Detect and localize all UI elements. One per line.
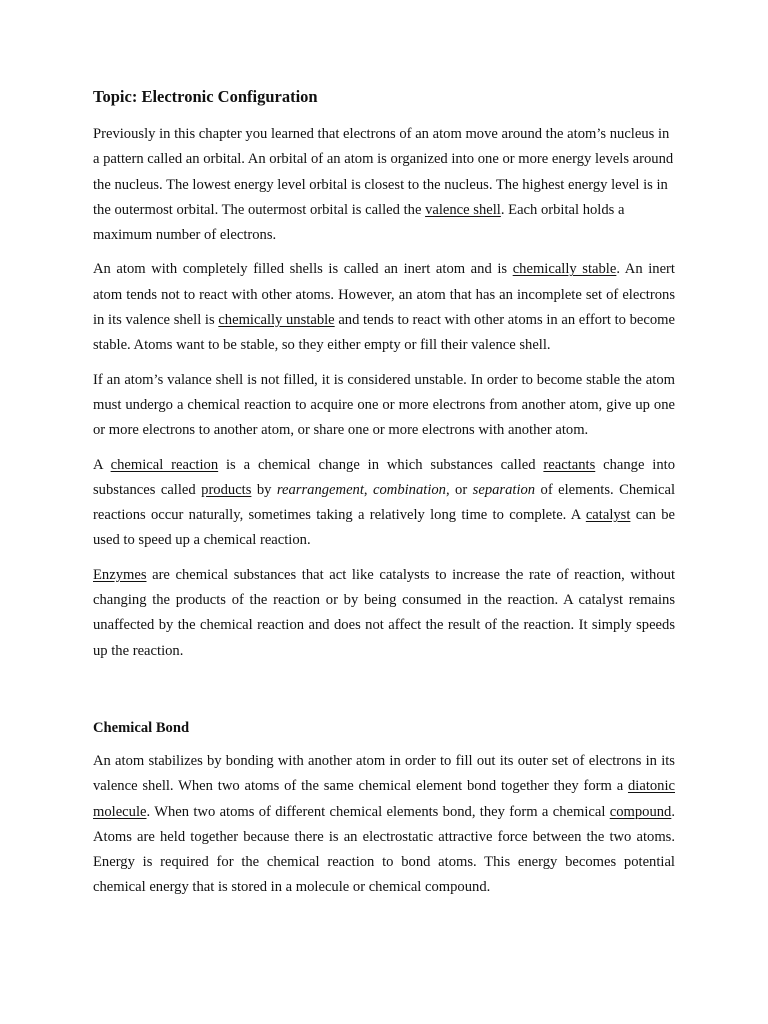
term-chemically-stable: chemically stable: [512, 261, 617, 278]
text-run: of elements. Chemical reactions occur naturally, sometimes taking a relatively long time to complete. A: [93, 481, 676, 524]
text-run: An atom stabilizes by bonding with another atom in order to fill out its outer set of electrons in its valence shell. When two atoms of the same chemical element bond together they form a: [93, 752, 675, 795]
term-separation: separation: [472, 481, 536, 498]
term-compound: compound: [609, 803, 672, 820]
text-run: A: [93, 456, 111, 473]
paragraph-orbitals: [93, 122, 675, 248]
text-run: change into substances called: [93, 456, 676, 498]
term-chemically-unstable: chemically unstable: [218, 312, 335, 329]
text-run: An atom with completely filled shells is called an inert atom and is: [93, 261, 513, 278]
text-run: . Each orbital holds a maximum number of electrons.: [93, 201, 625, 244]
text-run: . When two atoms of different chemical elements bond, they form a chemical: [146, 803, 610, 820]
term-diatonic-molecule: diatonic molecule: [93, 778, 675, 820]
text-run: can be used to speed up a chemical reaction.: [93, 507, 675, 549]
term-valence-shell: valence shell: [425, 201, 501, 218]
text-run: Previously in this chapter you learned that electrons of an atom move around the atom’s nucleus in a pattern called an orbital. An orbital of an atom is organized into one or more energy levels around the nucleus. The lowest energy level orbital is closest to the nucleus. The highest energy level is in the outermost orbital. The outermost orbital is called the: [93, 126, 674, 218]
text-run: by: [251, 481, 277, 498]
term-catalyst: catalyst: [585, 507, 631, 524]
paragraph-chemical-bond: [93, 749, 675, 901]
text-run: , or: [445, 481, 473, 498]
term-chemical-reaction: chemical reaction: [110, 456, 219, 473]
paragraph-chemical-reaction: [93, 453, 675, 554]
page-title: Topic: Electronic Configuration: [93, 87, 318, 106]
term-enzymes: Enzymes: [93, 566, 147, 583]
term-reactants: reactants: [543, 456, 596, 473]
text-run: are chemical substances that act like catalysts to increase the rate of reaction, without changing the products of the reaction or by being consumed in the reaction. A catalyst remains unaffected by the chemical reaction and does not affect the result of the reaction. It simply speeds up the reaction.: [93, 566, 675, 659]
document-page: [93, 86, 675, 910]
paragraph-stability: [93, 257, 675, 358]
term-products: products: [201, 481, 252, 498]
term-combination: combination: [373, 481, 446, 498]
paragraph-unstable-atoms: [93, 368, 675, 444]
term-rearrangement: rearrangement: [276, 481, 364, 498]
paragraph-enzymes: [93, 563, 675, 664]
text-run: and tends to react with other atoms in an effort to become stable. Atoms want to be stable, so they either empty or fill their valence shell.: [93, 312, 675, 354]
text-run: ,: [363, 481, 373, 498]
text-run: is a chemical change in which substances called: [218, 456, 544, 473]
section-heading-chemical-bond: Chemical Bond: [93, 719, 190, 736]
text-run: . An inert atom tends not to react with other atoms. However, an atom that has an incomplete set of electrons in its valence shell is: [93, 261, 675, 329]
text-run: If an atom’s valance shell is not filled, it is considered unstable. In order to become stable the atom must undergo a chemical reaction to acquire one or more electrons from another atom, give up one or more electrons to another atom, or share one or more electrons with another atom.: [93, 371, 675, 439]
text-run: . Atoms are held together because there is an electrostatic attractive force between the two atoms. Energy is required for the chemical reaction to bond atoms. This energy becomes potential chemical energy that is stored in a molecule or chemical compound.: [93, 803, 675, 896]
